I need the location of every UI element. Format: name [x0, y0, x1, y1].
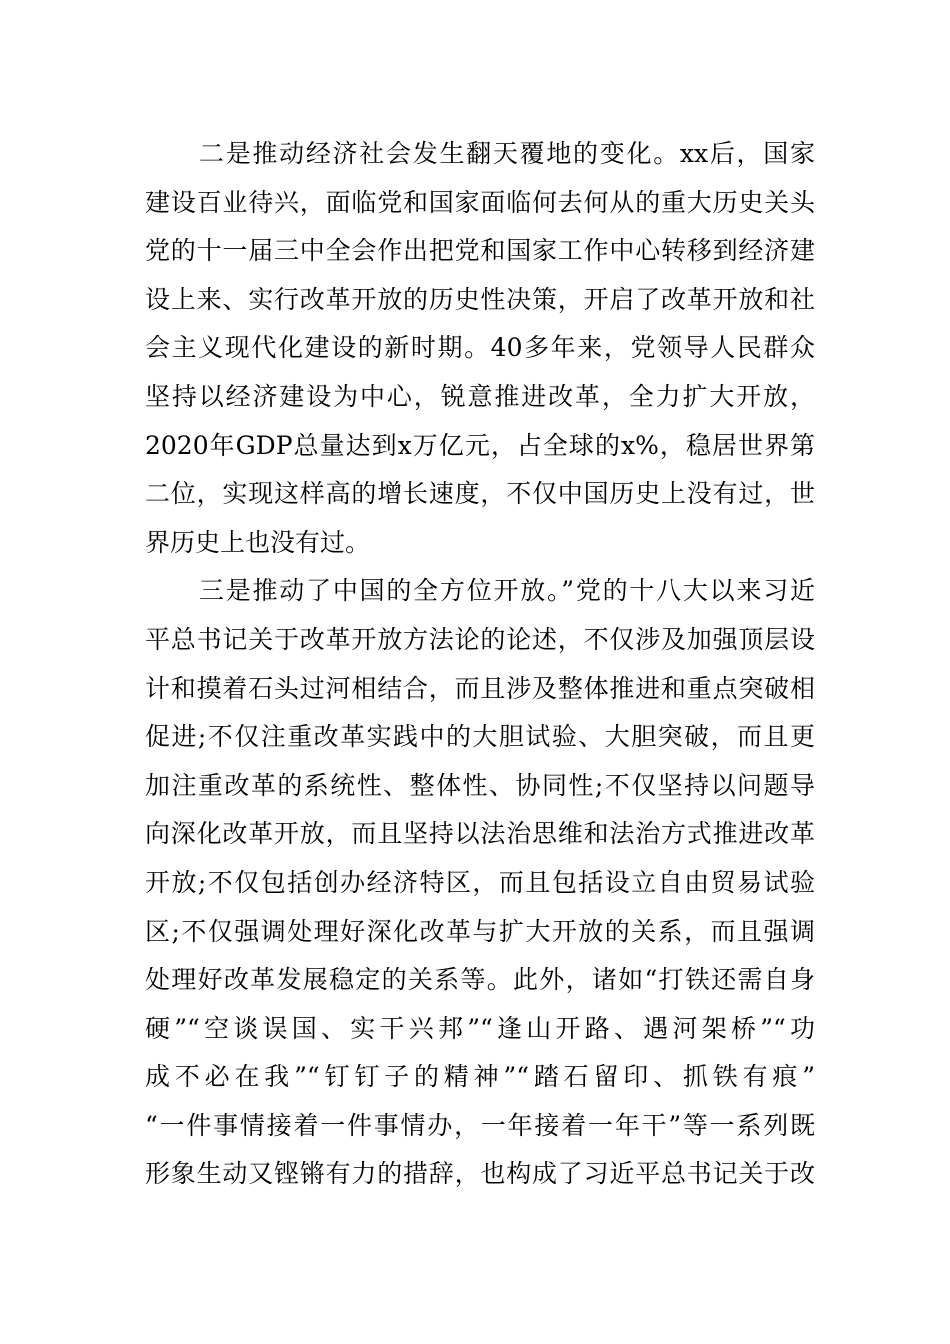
paragraph-line: 建设百业待兴，面临党和国家面临何去何从的重大历史关头 [145, 187, 815, 217]
paragraph-2 [145, 567, 815, 1199]
paragraph-line: 设上来、实行改革开放的历史性决策，开启了改革开放和社 [145, 284, 815, 314]
paragraph-line: 形象生动又铿锵有力的措辞，也构成了习近平总书记关于改 [145, 1159, 815, 1189]
paragraph-line: 平总书记关于改革开放方法论的论述，不仅涉及加强顶层设 [145, 624, 815, 654]
paragraph-line: 加注重改革的系统性、整体性、协同性;不仅坚持以问题导 [145, 770, 815, 800]
paragraph-line: 促进;不仅注重改革实践中的大胆试验、大胆突破，而且更 [145, 722, 815, 752]
paragraph-line: 区;不仅强调处理好深化改革与扩大开放的关系，而且强调 [145, 916, 815, 946]
paragraph-line: 二是推动经济社会发生翻天覆地的变化。xx后，国家 [199, 139, 815, 168]
paragraph-line: “一件事情接着一件事情办，一年接着一年干”等一系列既 [145, 1110, 815, 1140]
paragraph-line: 坚持以经济建设为中心，锐意推进改革，全力扩大开放， [145, 381, 815, 411]
paragraph-line: 成不必在我”“钉钉子的精神”“踏石留印、抓铁有痕” [145, 1062, 815, 1092]
paragraph-line: 二位，实现这样高的增长速度，不仅中国历史上没有过，世 [145, 479, 815, 509]
paragraph-line: 计和摸着石头过河相结合，而且涉及整体推进和重点突破相 [145, 673, 815, 703]
paragraph-line: 开放;不仅包括创办经济特区，而且包括设立自由贸易试验 [145, 867, 815, 897]
paragraph-line: 2020年GDP总量达到x万亿元，占全球的x%，稳居世界第 [145, 430, 815, 460]
paragraph-line: 硬”“空谈误国、实干兴邦”“逢山开路、遇河架桥”“功 [145, 1013, 815, 1043]
document-body [145, 130, 815, 1199]
paragraph-line: 向深化改革开放，而且坚持以法治思维和法治方式推进改革 [145, 819, 815, 849]
paragraph-line: 界历史上也没有过。 [145, 527, 371, 557]
paragraph-line: 处理好改革发展稳定的关系等。此外，诸如“打铁还需自身 [145, 965, 815, 995]
paragraph-line: 会主义现代化建设的新时期。40多年来，党领导人民群众 [145, 333, 815, 363]
paragraph-1 [145, 130, 815, 567]
paragraph-line: 三是推动了中国的全方位开放。”党的十八大以来习近 [199, 576, 815, 606]
paragraph-line: 党的十一届三中全会作出把党和国家工作中心转移到经济建 [145, 236, 815, 266]
